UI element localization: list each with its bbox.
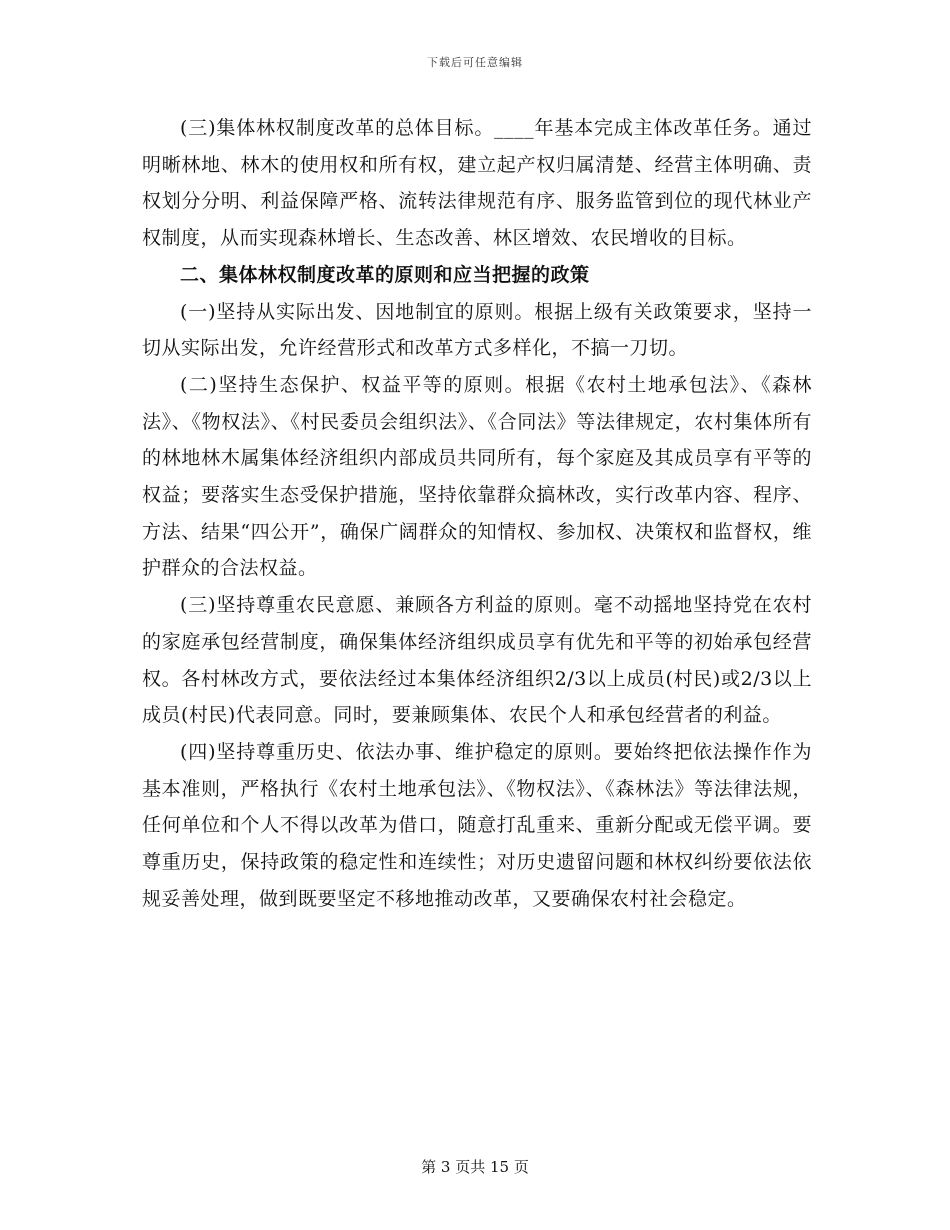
paragraph-principle-3: (三)坚持尊重农民意愿、兼顾各方利益的原则。毫不动摇地坚持党在农村的家庭承包经营制度，确保集体经济组织成员享有优先和平等的初始承包经营权。各村林改方式，要依法经过本集体经济组织2/3以上成员(村民)或2/3以上成员(村民)代表同意。同时，要兼顾集体、农民个人和承包经营者的利益。 <box>142 594 812 727</box>
page-header: 下载后可任意编辑 <box>427 56 523 69</box>
paragraph-overall-goal: (三)集体林权制度改革的总体目标。____年基本完成主体改革任务。通过明晰林地、林木的使用权和所有权，建立起产权归属清楚、经营主体明确、责权划分分明、利益保障严格、流转法律规范有序、服务监管到位的现代林业产权制度，从而实现森林增长、生态改善、林区增效、农民增收的目标。 <box>142 117 812 250</box>
paragraph-principle-4: (四)坚持尊重历史、依法办事、维护稳定的原则。要始终把依法操作作为基本准则，严格执行《农村土地承包法》、《物权法》、《森林法》等法律法规，任何单位和个人不得以改革为借口，随意打乱重来、重新分配或无偿平调。要尊重历史，保持政策的稳定性和连续性；对历史遗留问题和林权纠纷要依法依规妥善处理，做到既要坚定不移地推动改革，又要确保农村社会稳定。 <box>142 740 812 910</box>
paragraph-principle-2: (二)坚持生态保护、权益平等的原则。根据《农村土地承包法》、《森林法》、《物权法》、《村民委员会组织法》、《合同法》等法律规定，农村集体所有的林地林木属集体经济组织内部成员共同所有，每个家庭及其成员享有平等的权益；要落实生态受保护措施，坚持依靠群众搞林改，实行改革内容、程序、方法、结果“四公开”，确保广阔群众的知情权、参加权、决策权和监督权，维护群众的合法权益。 <box>142 373 812 580</box>
paragraph-principle-1: (一)坚持从实际出发、因地制宜的原则。根据上级有关政策要求，坚持一切从实际出发，允许经营形式和改革方式多样化，不搞一刀切。 <box>142 300 812 360</box>
document-body <box>142 110 812 917</box>
section-heading-principles: 二、集体林权制度改革的原则和应当把握的政策 <box>180 263 590 286</box>
page-number: 第 3 页共 15 页 <box>421 1158 529 1176</box>
